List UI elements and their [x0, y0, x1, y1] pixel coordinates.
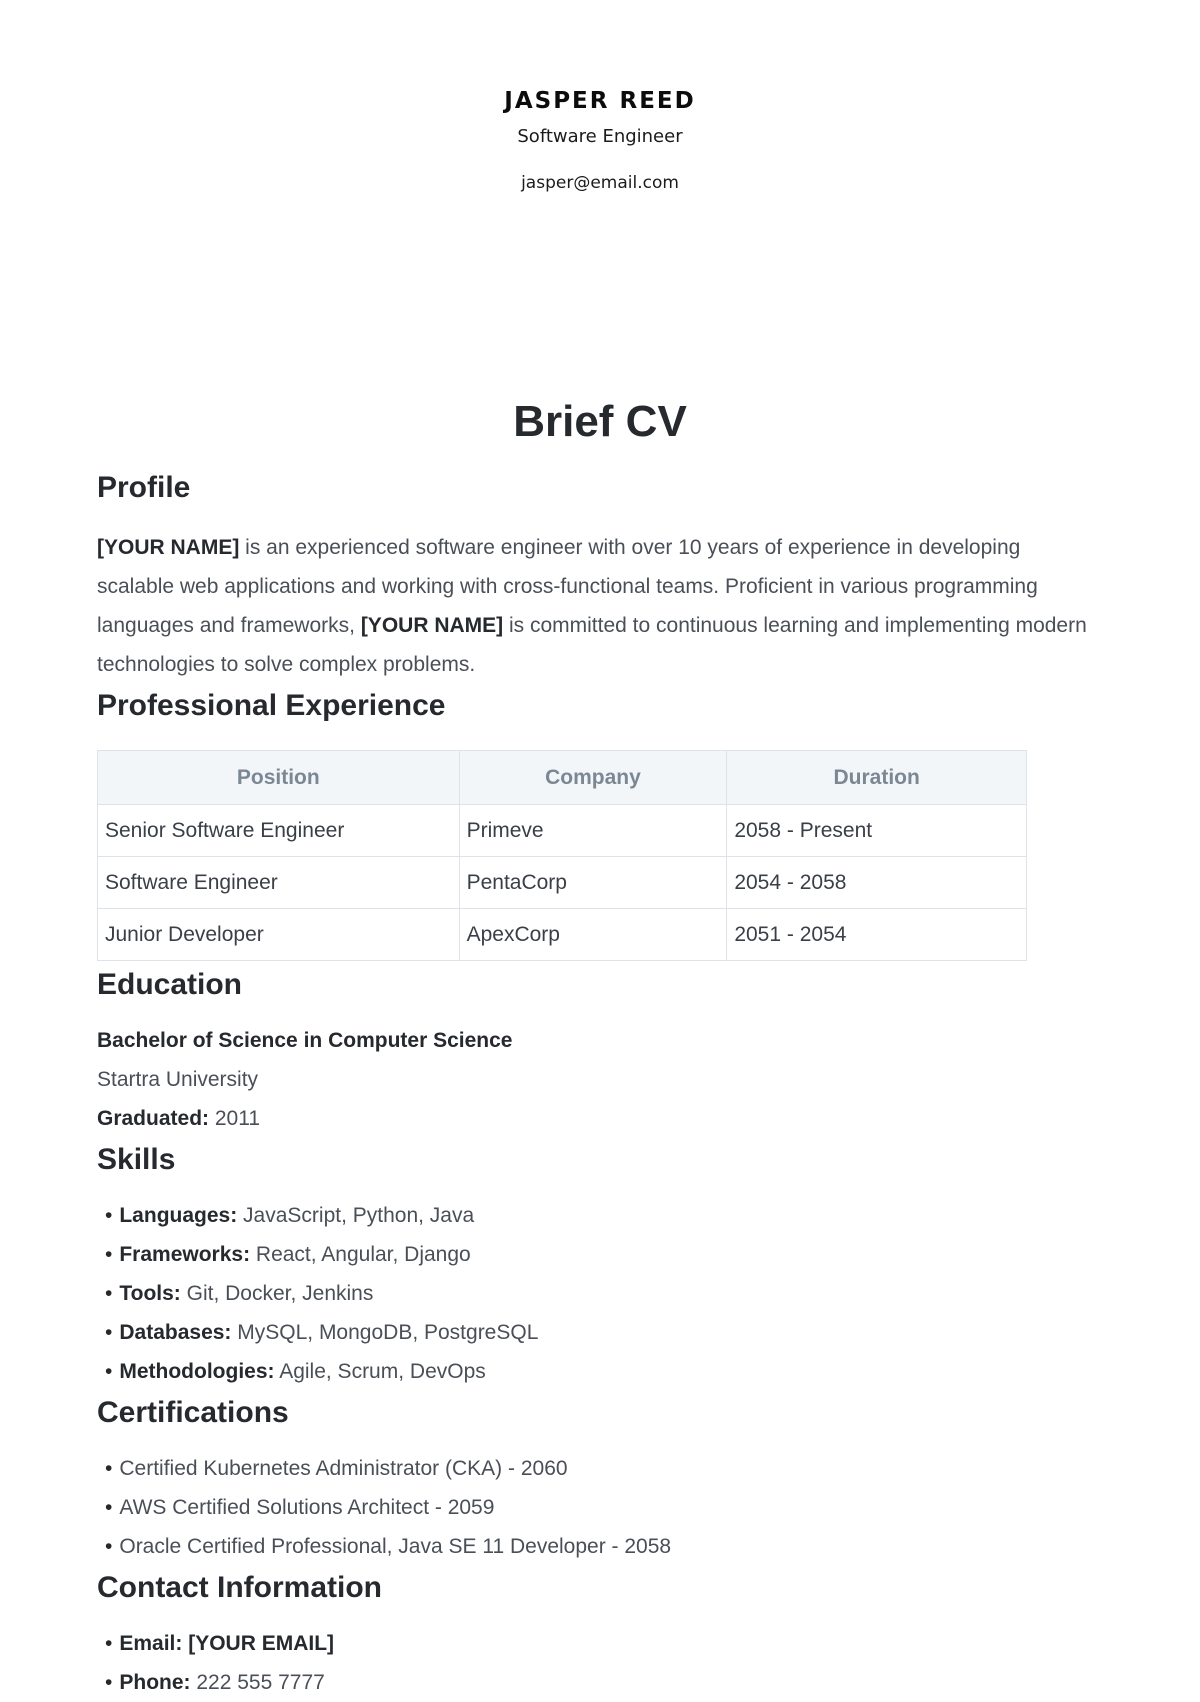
table-cell: Junior Developer	[98, 909, 460, 961]
skill-value: MySQL, MongoDB, PostgreSQL	[231, 1321, 539, 1344]
table-header-row	[98, 751, 1027, 805]
list-item	[97, 1235, 1097, 1274]
contact-phone-label: Phone:	[119, 1671, 191, 1694]
candidate-role: Software Engineer	[517, 126, 683, 147]
table-row	[98, 909, 1027, 961]
column-header: Company	[459, 751, 727, 805]
table-cell: Senior Software Engineer	[98, 805, 460, 857]
table-row	[98, 805, 1027, 857]
document-title: Brief CV	[513, 397, 687, 446]
skills-heading: Skills	[97, 1143, 176, 1176]
graduation	[97, 1099, 1097, 1138]
table-cell: PentaCorp	[459, 857, 727, 909]
list-item: • Oracle Certified Professional, Java SE 11 Developer - 2058	[97, 1527, 1097, 1566]
skill-label: Frameworks:	[119, 1243, 251, 1266]
list-item: • Certified Kubernetes Administrator (CKA) - 2060	[97, 1449, 1097, 1488]
contact-heading: Contact Information	[97, 1571, 382, 1604]
skill-label: Databases:	[119, 1321, 232, 1344]
education-heading: Education	[97, 968, 243, 1001]
certifications-heading: Certifications	[97, 1396, 289, 1429]
column-header: Position	[98, 751, 460, 805]
contact-list	[97, 1624, 1097, 1702]
table-row	[98, 857, 1027, 909]
profile-heading: Profile	[97, 471, 191, 504]
list-item	[97, 1352, 1097, 1391]
experience-table	[97, 750, 1027, 961]
graduated-value: 2011	[209, 1107, 261, 1130]
profile-text-1: is an experienced software engineer with over 10 years of experience in developing scalable web applications and working with cross-functional teams. Proficient in various programming languages and frameworks,	[97, 536, 1038, 637]
cv-body	[97, 392, 1097, 1702]
skill-value: JavaScript, Python, Java	[237, 1204, 475, 1227]
degree-title: Bachelor of Science in Computer Science	[97, 1029, 513, 1052]
list-item	[97, 1313, 1097, 1352]
skill-label: Tools:	[119, 1282, 181, 1305]
table-cell: 2054 - 2058	[727, 857, 1027, 909]
candidate-email: jasper@email.com	[521, 173, 679, 193]
graduated-label: Graduated:	[97, 1107, 210, 1130]
skill-label: Methodologies:	[119, 1360, 275, 1383]
school: Startra University	[97, 1068, 259, 1091]
profile-text-2: is committed to continuous learning and implementing modern technologies to solve complex problems.	[97, 614, 1087, 676]
contact-email-value: [YOUR EMAIL]	[182, 1632, 335, 1655]
skills-list	[97, 1196, 1097, 1391]
list-item: • AWS Certified Solutions Architect - 2059	[97, 1488, 1097, 1527]
degree	[97, 1021, 1097, 1060]
table-cell: ApexCorp	[459, 909, 727, 961]
list-item	[97, 1196, 1097, 1235]
column-header: Duration	[727, 751, 1027, 805]
resume-header	[0, 88, 1200, 193]
contact-phone-value: 222 555 7777	[190, 1671, 325, 1694]
table-cell: Primeve	[459, 805, 727, 857]
name-placeholder: [YOUR NAME]	[97, 536, 240, 559]
list-item	[97, 1663, 1097, 1702]
skill-value: Agile, Scrum, DevOps	[274, 1360, 486, 1383]
table-cell: 2058 - Present	[727, 805, 1027, 857]
list-item	[97, 1274, 1097, 1313]
education-block	[97, 1021, 1097, 1138]
table-cell: Software Engineer	[98, 857, 460, 909]
skill-value: Git, Docker, Jenkins	[180, 1282, 374, 1305]
profile-paragraph	[97, 528, 1097, 684]
candidate-name: JASPER REED	[504, 88, 696, 114]
name-placeholder: [YOUR NAME]	[360, 614, 504, 637]
list-item	[97, 1624, 1097, 1663]
experience-heading: Professional Experience	[97, 689, 446, 722]
skill-value: React, Angular, Django	[250, 1243, 471, 1266]
table-cell: 2051 - 2054	[727, 909, 1027, 961]
contact-email-label: Email:	[119, 1632, 183, 1655]
certifications-list	[97, 1449, 1097, 1566]
skill-label: Languages:	[119, 1204, 238, 1227]
